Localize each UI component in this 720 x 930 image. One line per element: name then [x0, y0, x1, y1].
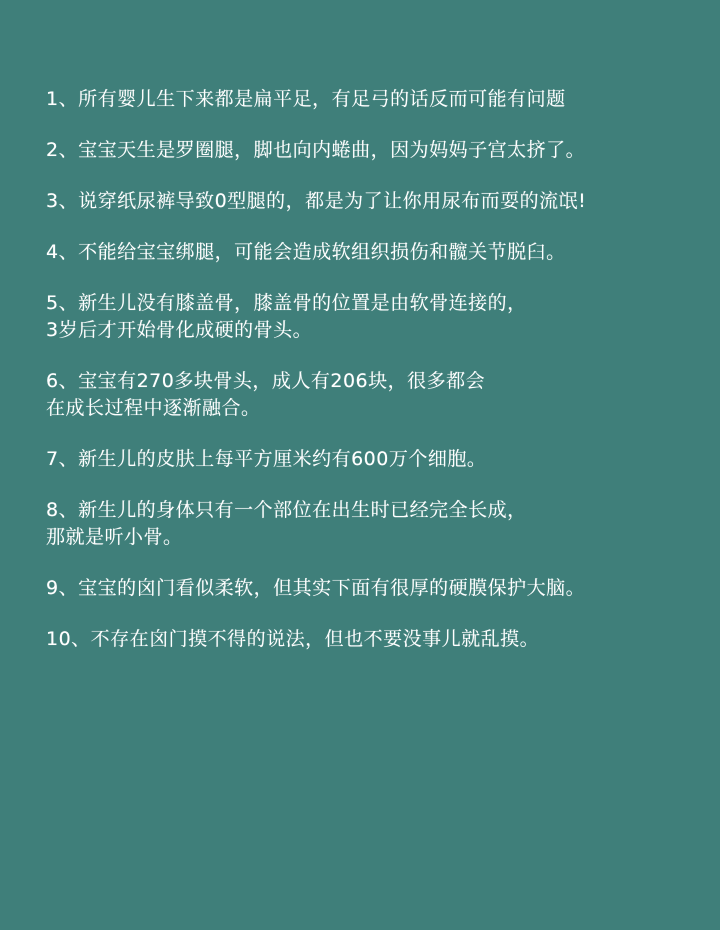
fact-item-2 [46, 137, 706, 164]
fact-item-7 [46, 446, 706, 473]
fact-9-line-1: 9、宝宝的囟门看似柔软，但其实下面有很厚的硬膜保护大脑。 [46, 577, 586, 599]
fact-1-line-1: 1、所有婴儿生下来都是扁平足，有足弓的话反而可能有问题 [46, 88, 566, 110]
facts-list [46, 86, 706, 677]
fact-7-line-1: 7、新生儿的皮肤上每平方厘米约有600万个细胞。 [46, 448, 487, 470]
fact-10-line-1: 10、不存在囟门摸不得的说法，但也不要没事儿就乱摸。 [46, 628, 540, 650]
fact-item-8 [46, 497, 706, 551]
fact-item-4 [46, 239, 706, 266]
fact-6-line-2: 在成长过程中逐渐融合。 [46, 397, 261, 419]
fact-3-line-1: 3、说穿纸尿裤导致0型腿的，都是为了让你用尿布而耍的流氓! [46, 190, 587, 212]
fact-8-line-2: 那就是听小骨。 [46, 526, 183, 548]
fact-item-1 [46, 86, 706, 113]
fact-2-line-1: 2、宝宝天生是罗圈腿，脚也向内蜷曲，因为妈妈子宫太挤了。 [46, 139, 586, 161]
fact-8-line-1: 8、新生儿的身体只有一个部位在出生时已经完全长成， [46, 499, 527, 521]
fact-item-10 [46, 626, 706, 653]
fact-item-3 [46, 188, 706, 215]
fact-5-line-1: 5、新生儿没有膝盖骨，膝盖骨的位置是由软骨连接的， [46, 292, 527, 314]
fact-item-6 [46, 368, 706, 422]
fact-5-line-2: 3岁后才开始骨化成硬的骨头。 [46, 319, 313, 341]
fact-item-5 [46, 290, 706, 344]
fact-item-9 [46, 575, 706, 602]
fact-4-line-1: 4、不能给宝宝绑腿，可能会造成软组织损伤和髋关节脱臼。 [46, 241, 566, 263]
fact-6-line-1: 6、宝宝有270多块骨头，成人有206块，很多都会 [46, 370, 486, 392]
